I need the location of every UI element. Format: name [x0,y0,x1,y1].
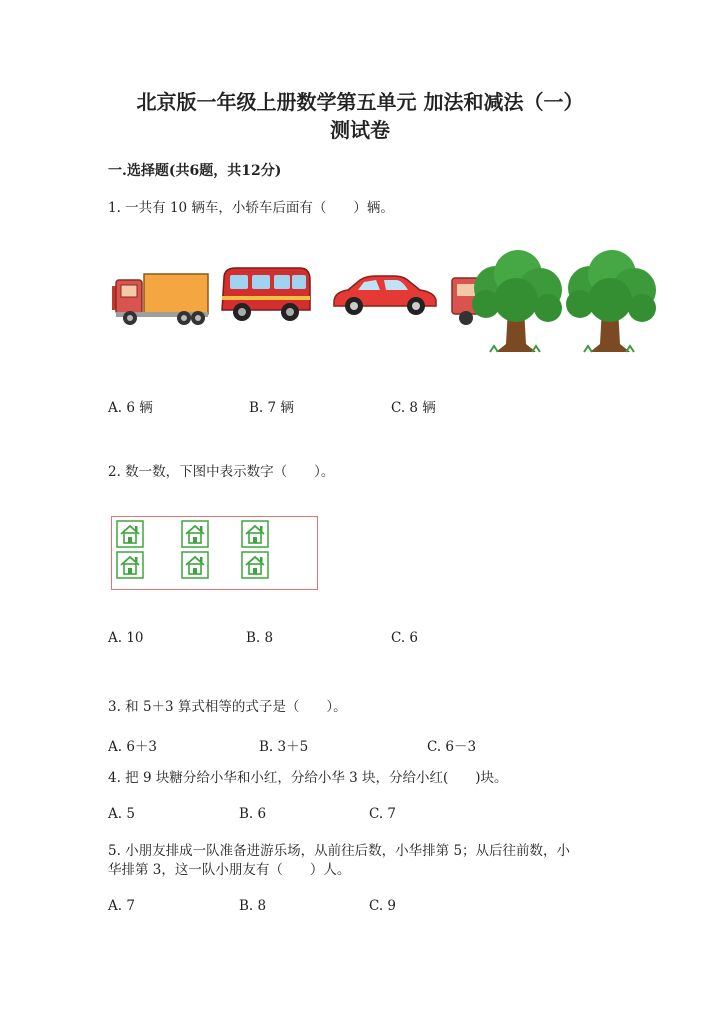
question-5-text-line1: 5. 小朋友排成一队准备进游乐场，从前往后数，小华排第 5；从后往前数，小 [108,843,571,859]
house-icon [181,551,209,579]
car-icon [330,272,440,318]
tree-icon [466,248,566,358]
question-1-option-c[interactable]: C. 8 辆 [391,400,436,416]
section-heading: 一.选择题(共6题，共12分) [108,163,282,179]
page-subtitle: 测试卷 [330,118,390,142]
question-2-option-b[interactable]: B. 8 [246,630,274,646]
question-3-option-b[interactable]: B. 3＋5 [259,739,309,755]
page-title: 北京版一年级上册数学第五单元 加法和减法（一） [136,90,584,114]
question-5-option-b[interactable]: B. 8 [239,898,267,914]
truck-icon [112,268,210,326]
question-5-option-a[interactable]: A. 7 [108,898,135,914]
question-1-option-a[interactable]: A. 6 辆 [108,400,153,416]
question-5-text-line2: 华排第 3，这一队小朋友有（ ）人。 [108,862,351,878]
vehicles-illustration [112,248,672,358]
house-icon [116,520,144,548]
question-2-option-a[interactable]: A. 10 [108,630,144,646]
tree-icon [560,248,660,358]
house-icon [241,551,269,579]
question-4-option-c[interactable]: C. 7 [369,806,397,822]
question-2-text: 2. 数一数，下图中表示数字（ ）。 [108,464,335,480]
house-icon [181,520,209,548]
question-2-option-c[interactable]: C. 6 [391,630,419,646]
question-5-option-c[interactable]: C. 9 [369,898,397,914]
question-1-option-b[interactable]: B. 7 辆 [249,400,294,416]
house-icon [116,551,144,579]
bus-icon [220,266,312,324]
question-4-text: 4. 把 9 块糖分给小华和小红，分给小华 3 块，分给小红( )块。 [108,770,508,786]
question-4-option-a[interactable]: A. 5 [108,806,135,822]
question-3-option-c[interactable]: C. 6－3 [427,739,477,755]
question-4-option-b[interactable]: B. 6 [239,806,267,822]
question-3-text: 3. 和 5＋3 算式相等的式子是（ ）。 [108,699,347,715]
question-1-text: 1. 一共有 10 辆车，小轿车后面有（ ）辆。 [108,200,394,216]
house-icon [241,520,269,548]
question-3-option-a[interactable]: A. 6＋3 [108,739,158,755]
